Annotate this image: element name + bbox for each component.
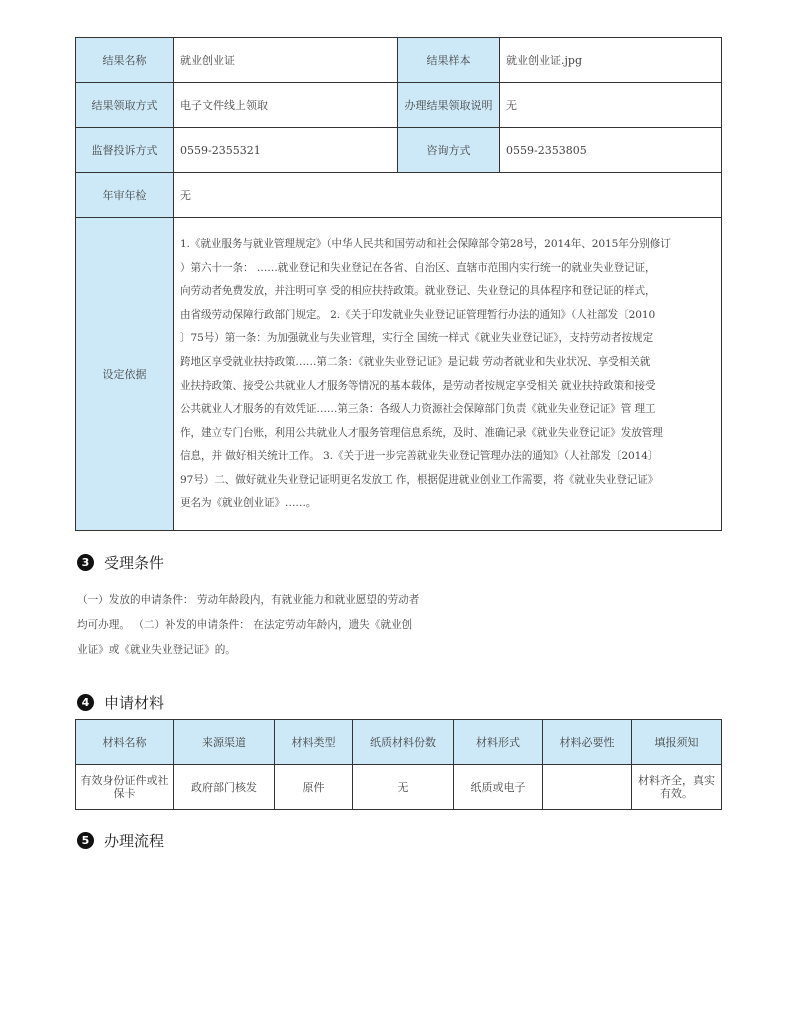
section-heading-process [77,830,164,851]
material-name-cell: 有效身份证件或社保卡 [76,765,174,810]
annual-label: 年审年检 [76,173,174,218]
basis-line: ）第六十一条： ……就业登记和失业登记在各省、自治区、直辖市范围内实行统一的就业失业登记证， [180,261,656,274]
section-heading-materials [77,692,164,713]
table-row [76,128,722,173]
annual-value: 无 [174,173,722,218]
basis-line: 公共就业人才服务的有效凭证……第三条：各级人力资源社会保障部门负责《就业失业登记证》管 理工 [180,403,656,416]
material-source-cell: 政府部门核发 [174,765,275,810]
column-header: 纸质材料份数 [353,720,454,765]
column-header: 材料名称 [76,720,174,765]
basis-line: 业扶持政策、接受公共就业人才服务等情况的基本载体，是劳动者按规定享受相关 就业扶持政策和接受 [180,379,656,392]
section-title: 申请材料 [104,694,165,712]
section-title: 办理流程 [104,832,165,850]
section-title: 受理条件 [104,554,165,572]
result-info-table [75,37,722,531]
result-name-label: 结果名称 [76,38,174,83]
condition-line: （一）发放的申请条件： 劳动年龄段内，有就业能力和就业愿望的劳动者 [77,594,420,606]
condition-line: 业证》或《就业失业登记证》的。 [77,644,236,656]
consult-value: 0559-2353805 [500,128,722,173]
section-heading-conditions [77,552,164,573]
section-number-badge: 3 [77,554,94,571]
collect-note-label: 办理结果领取说明 [398,83,500,128]
collect-note-value: 无 [500,83,722,128]
basis-line: 作，建立专门台账，利用公共就业人才服务管理信息系统，及时、准确记录《就业失业登记证》发放管理 [180,426,663,439]
filling-notes-cell: 材料齐全，真实有效。 [632,765,722,810]
conditions-text [77,588,477,663]
table-row [76,38,722,83]
basis-line: 向劳动者免费发放，并注明可享 受的相应扶持政策。就业登记、失业登记的具体程序和登记证的样式， [180,285,656,298]
column-header: 填报须知 [632,720,722,765]
basis-line: 97号）二、做好就业失业登记证明更名发放工 作，根据促进就业创业工作需要，将《就业失业登记证》 [180,473,659,486]
result-name-value: 就业创业证 [174,38,398,83]
basis-content [174,218,722,531]
complaint-value: 0559-2355321 [174,128,398,173]
result-sample-label: 结果样本 [398,38,500,83]
collect-method-label: 结果领取方式 [76,83,174,128]
basis-line: 信息，并 做好相关统计工作。 3.《关于进一步完善就业失业登记管理办法的通知》（人社部发〔2014〕 [180,450,659,463]
consult-label: 咨询方式 [398,128,500,173]
basis-line: 1.《就业服务与就业管理规定》（中华人民共和国劳动和社会保障部令第28号，2014年、2015年分别修订 [180,237,671,250]
section-number-badge: 5 [77,832,94,849]
basis-label: 设定依据 [76,218,174,531]
table-row [76,83,722,128]
column-header: 材料必要性 [543,720,632,765]
column-header: 来源渠道 [174,720,275,765]
material-necessity-cell [543,765,632,810]
column-header: 材料形式 [454,720,543,765]
paper-copies-cell: 无 [353,765,454,810]
condition-line: 均可办理。 （二）补发的申请条件： 在法定劳动年龄内，遗失《就业创 [77,619,413,631]
table-header-row [76,720,722,765]
complaint-label: 监督投诉方式 [76,128,174,173]
result-sample-value[interactable]: 就业创业证.jpg [500,38,722,83]
column-header: 材料类型 [275,720,353,765]
material-type-cell: 原件 [275,765,353,810]
material-form-cell: 纸质或电子 [454,765,543,810]
collect-method-value: 电子文件线上领取 [174,83,398,128]
basis-line: 由省级劳动保障行政部门规定。 2.《关于印发就业失业登记证管理暂行办法的通知》（人社部发〔2010 [180,308,656,321]
table-row [76,765,722,810]
basis-line: 跨地区享受就业扶持政策……第二条：《就业失业登记证》是记载 劳动者就业和失业状况、享受相关就 [180,355,651,368]
section-number-badge: 4 [77,694,94,711]
table-row [76,218,722,531]
table-row [76,173,722,218]
basis-line: 〕75号）第一条：为加强就业与失业管理，实行全 国统一样式《就业失业登记证》，支持劳动者按规定 [180,332,653,345]
materials-table [75,719,722,810]
basis-line: 更名为《就业创业证》……。 [180,497,317,510]
